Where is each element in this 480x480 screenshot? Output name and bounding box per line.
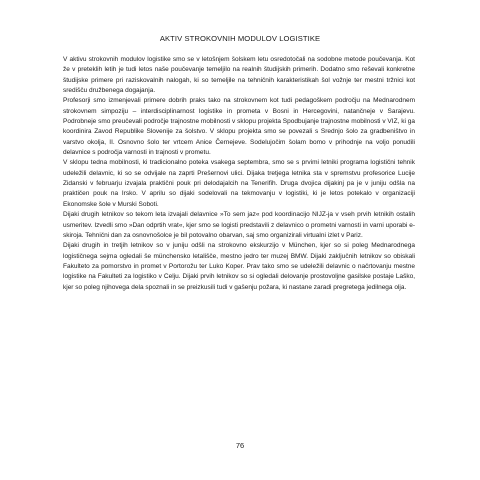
article-body <box>63 55 415 293</box>
paragraph-mobility-week: V sklopu tedna mobilnosti, ki tradicionalno poteka vsakega septembra, smo se s prvimi letniki programa logistični tehnik udeležili delavnic, ki so se odvijale na zaprti Prešernovi ulici. Dijaka tretjega letnika sta v spremstvu profesorice Lucije Zidanski v februarju izvajala praktični pouk pri delodajalcih na Tenerifih. Druga dvojica dijakinj pa je v juniju odšla na praktičen pouk na Irsko. V aprilu so dijaki sodelovali na tekmovanju v logistiki, ki je letos potekalo v organizaciji Ekonomske šole v Murski Soboti. <box>63 159 415 208</box>
paragraph-professional-exchange: Profesorji smo izmenjevali primere dobrih praks tako na strokovnem kot tudi pedagoškem področju na Mednarodnem strokovnem simpoziju – interdisciplinarnost logistike in prometa v Bosni in Hercegovini, natančneje v Sarajevu. Podrobneje smo preučevali področje trajnostne mobilnosti v sklopu projekta Spodbujanje trajnostne mobilnosti v VIZ, ki ga koordinira Zavod Republike Slovenije za šolstvo. V sklopu projekta smo se povezali s Srednjo šolo za gradbeništvo in varstvo okolja, II. Osnovno šolo ter vrtcem Anice Černejeve. Sodelujočim šolam bomo v prihodnje na voljo ponudili delavnice s področja varnosti in trajnosti v prometu. <box>63 97 415 157</box>
page-title: AKTIV STROKOVNIH MODULOV LOGISTIKE <box>159 34 321 43</box>
page-number: 76 <box>235 441 245 450</box>
paragraph-workshops: Dijaki drugih letnikov so tekom leta izvajali delavnice »To sem jaz« pod koordinacijo NIJZ-ja v vseh prvih letnikih ostalih usmeritev. Izvedli smo »Dan odprtih vrat«, kjer smo se logisti predstavili z delavnico o prometni varnosti in varni uporabi e-skiroja. Tehnični dan za osnovnošolce je bil potovalno obarvan, saj smo organizirali virtualni izlet v Pariz. <box>63 211 415 239</box>
paragraph-excursions: Dijaki drugih in tretjih letnikov so v juniju odšli na strokovno ekskurzijo v München, kjer so si poleg Mednarodnega logističnega sejma ogledali še münchensko letališče, mestno jedro ter muzej BMW. Dijaki zaključnih letnikov so obiskali Fakulteto za pomorstvo in promet v Portorožu ter Luko Koper. Prav tako smo se udeležili delavnic o načrtovanju mestne logistike na Fakulteti za logistiko v Celju. Dijaki prvih letnikov so si ogledali delovanje prostovoljne gasilske postaje Laško, kjer so poleg njihovega dela spoznali in se preizkusili tudi v gašenju požara, ki nastane zaradi pregretega jedilnega olja. <box>63 242 415 291</box>
paragraph-teaching-methods: V aktivu strokovnih modulov logistike smo se v letošnjem šolskem letu osredotočali na sodobne metode poučevanja. Kot že v preteklih letih je tudi letos naše poučevanje temeljilo na realnih študijskih primerih. Dodatno smo reševali konkretne študijske primere pri raziskovalnih nalogah, ki so temeljile na tehničnih karakteristikah šol vožnje ter mestni tržnici kot središču družbenega dogajanja. <box>63 56 415 95</box>
